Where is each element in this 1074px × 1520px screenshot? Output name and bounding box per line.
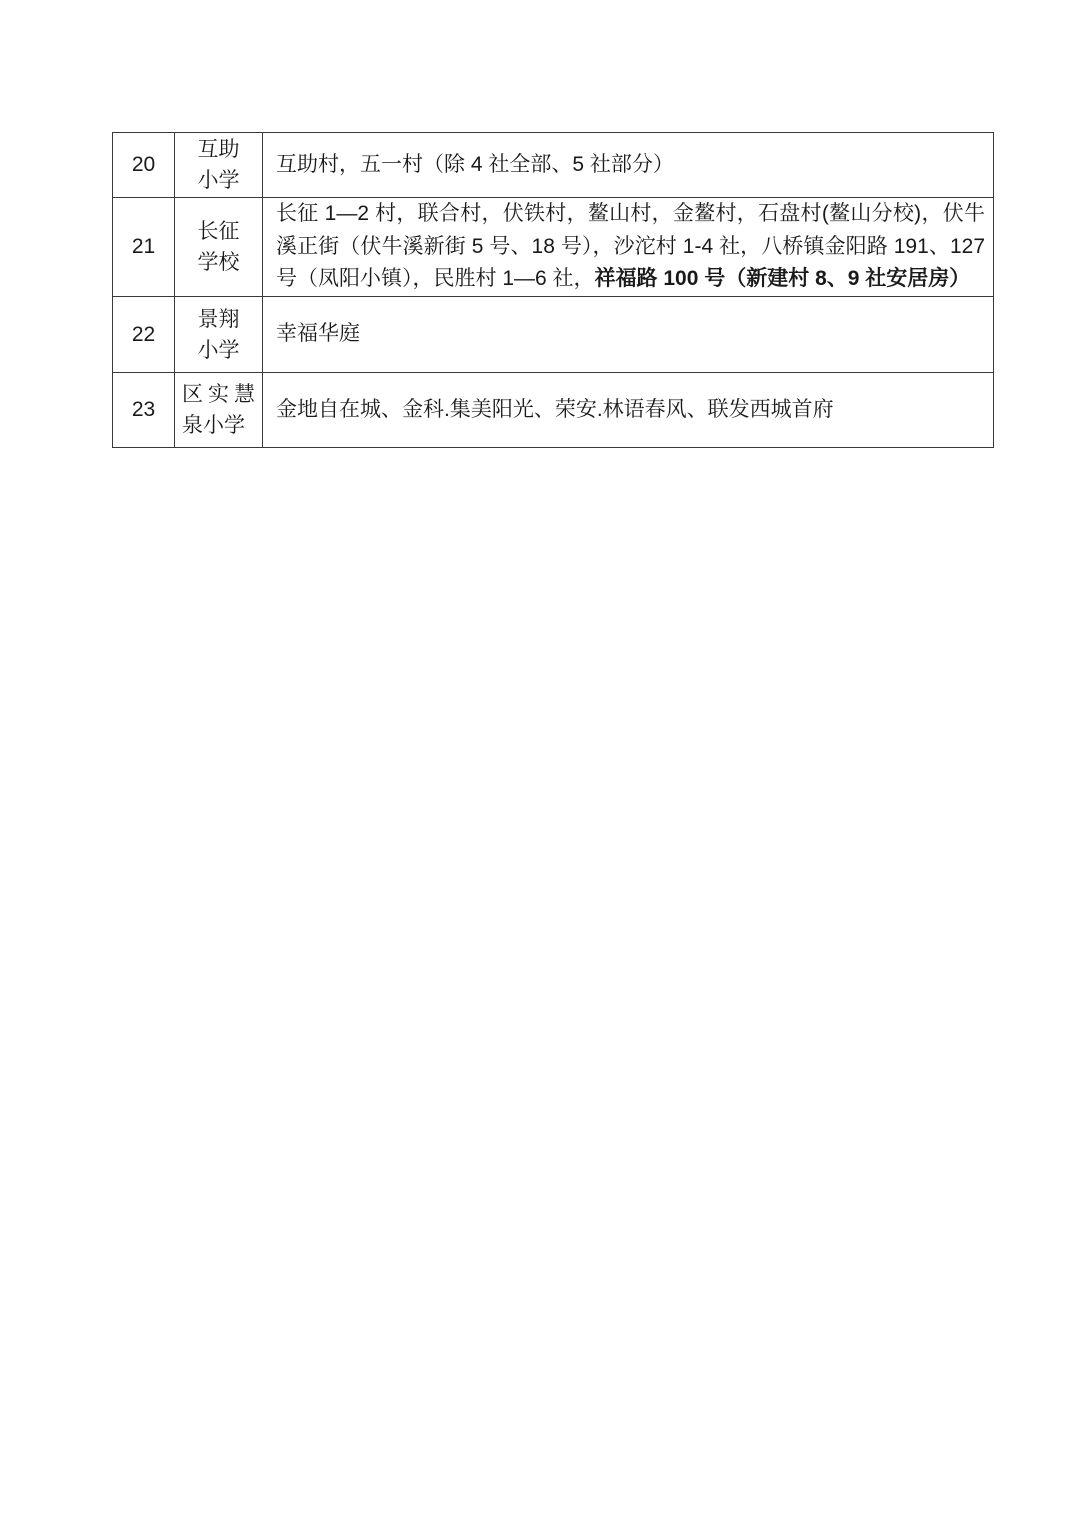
district-description-cell [263,198,994,297]
row-number-cell [113,373,175,448]
school-name-cell [175,198,263,297]
row-number: 21 [131,235,156,258]
school-name-line: 互助 [197,138,240,161]
district-description: 长征 1—2 村，联合村，伏铁村，鳌山村，金鳌村，石盘村(鳌山分校)，伏牛溪正街（伏牛溪新街 5 号、18 号），沙沱村 1-4 社，八桥镇金阳路 191、127 号（凤阳小镇），民胜村 1—6 社，祥福路 100 号（新建村 8、9 社安居房） [276,202,986,291]
table-row [113,373,994,448]
district-description: 互助村，五一村（除 4 社全部、5 社部分） [276,152,674,176]
row-number: 20 [131,153,156,176]
table-row [113,133,994,198]
row-number-cell [113,133,175,198]
school-district-table [112,132,994,448]
table-row [113,198,994,297]
school-name-cell [175,133,263,198]
school-name-line: 长征 [197,220,240,243]
table-row [113,297,994,373]
row-number: 23 [131,398,156,421]
row-number: 22 [131,322,156,346]
school-name-cell [175,373,263,448]
row-number-cell [113,297,175,373]
school-name-line: 景翔 [197,307,240,331]
district-description-cell [263,373,994,448]
school-name-line: 区实慧 [182,383,255,406]
school-name-cell [175,297,263,373]
district-description: 金地自在城、金科.集美阳光、荣安.林语春风、联发西城首府 [276,397,834,421]
district-description-cell [263,133,994,198]
district-description-cell [263,297,994,373]
district-description: 幸福华庭 [276,322,360,346]
school-name-line: 泉小学 [182,414,245,437]
school-name-line: 小学 [197,338,240,362]
row-number-cell [113,198,175,297]
school-name-line: 学校 [197,251,240,274]
school-name-line: 小学 [197,169,240,192]
